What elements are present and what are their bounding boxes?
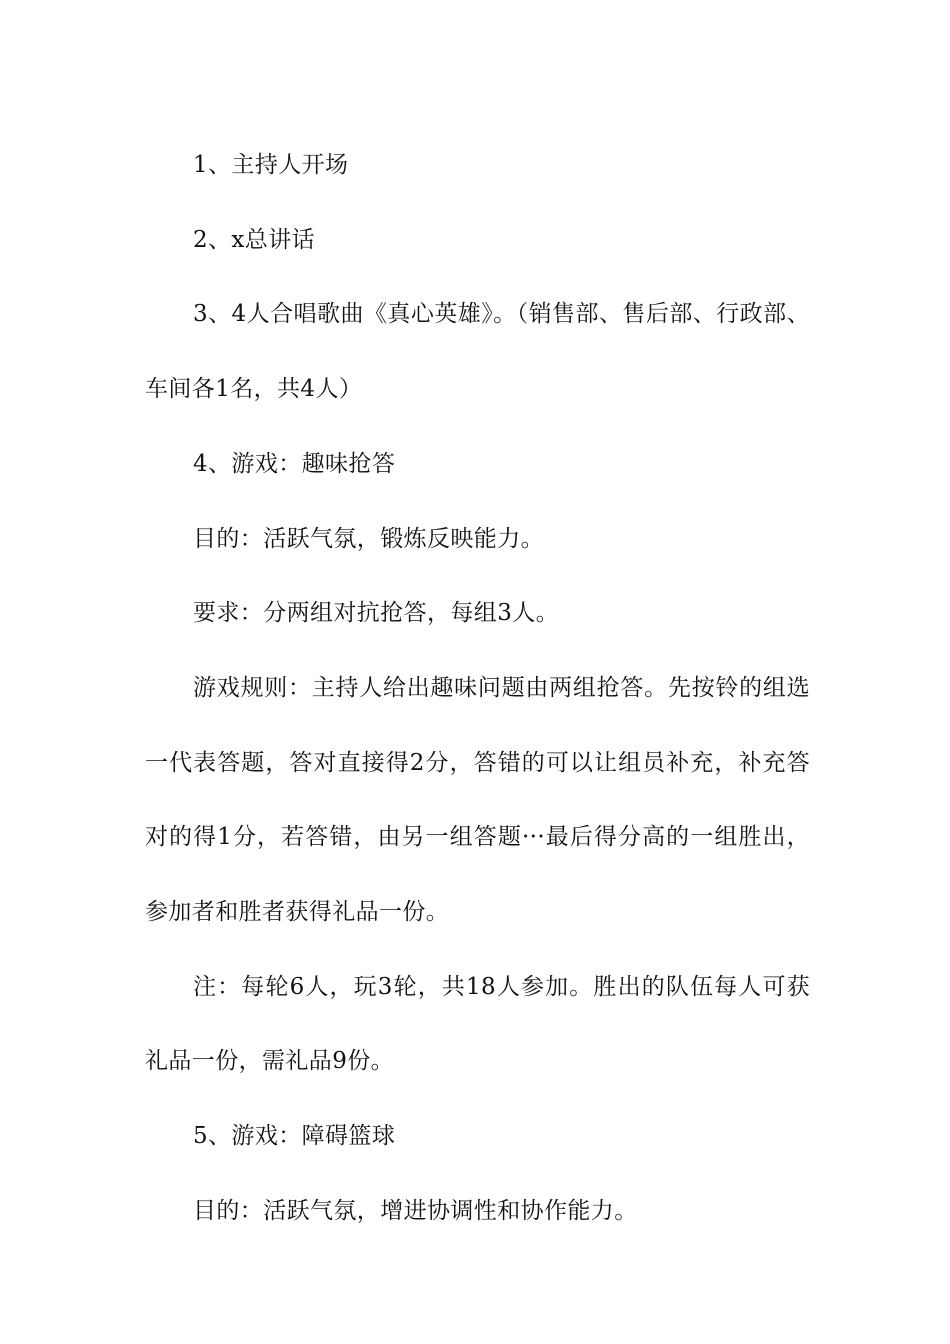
quiz-purpose: 目的：活跃气氛，锻炼反映能力。 [193, 525, 544, 552]
item-chorus: 3、4人合唱歌曲《真心英雄》。（销售部、售后部、行政部、车间各1名，共4人） [145, 301, 810, 403]
quiz-note: 注：每轮6人，玩3轮，共18人参加。胜出的队伍每人可获礼品一份，需礼品9份。 [145, 973, 810, 1075]
item-obstacle-basketball: 5、游戏：障碍篮球 [193, 1123, 396, 1150]
basketball-purpose: 目的：活跃气氛，增进协调性和协作能力。 [193, 1197, 638, 1224]
quiz-rules: 游戏规则：主持人给出趣味问题由两组抢答。先按铃的组选一代表答题，答对直接得2分，答错的可以让组员补充，补充答对的得1分，若答错，由另一组答题···最后得分高的一组胜出，参加者和胜者获得礼品一份。 [145, 674, 810, 926]
item-quiz-game: 4、游戏：趣味抢答 [193, 450, 396, 477]
document-body [145, 128, 810, 1249]
quiz-requirement: 要求：分两组对抗抢答，每组3人。 [193, 600, 560, 627]
item-host-opening: 1、主持人开场 [193, 152, 349, 178]
item-speech: 2、x总讲话 [193, 226, 316, 253]
